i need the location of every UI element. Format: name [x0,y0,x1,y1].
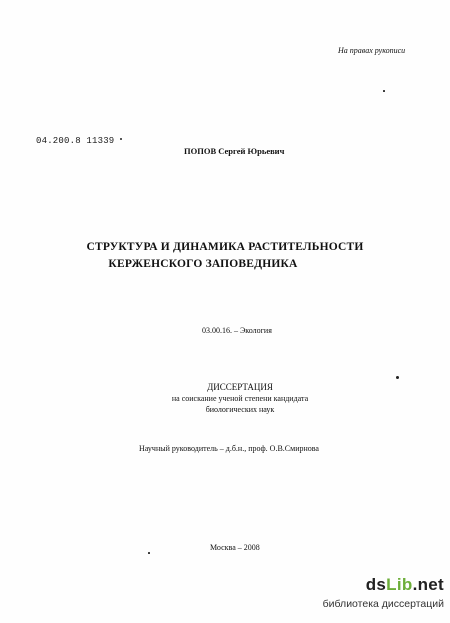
author-name: ПОПОВ Сергей Юрьевич [184,146,285,156]
dissertation-title [0,239,450,273]
archive-stamp: 04.200.8 11339 [36,136,115,146]
document-type: ДИССЕРТАЦИЯ [207,382,273,392]
scan-speck [148,552,150,554]
dslib-tagline: библиотека диссертаций [322,598,444,610]
scan-speck [396,376,399,379]
logo-part-ds: ds [365,575,387,594]
title-line-1: СТРУКТУРА И ДИНАМИКА РАСТИТЕЛЬНОСТИ [86,241,364,253]
degree-line-2: биологических наук [205,405,275,414]
dslib-logo [366,575,444,595]
scan-speck [120,138,122,140]
dslib-watermark [310,575,450,623]
logo-part-lib: Lib [386,575,413,594]
logo-part-net: .net [412,575,444,594]
dissertation-block [0,382,450,415]
scientific-advisor: Научный руководитель – д.б.н., проф. О.В.Смирнова [139,444,319,453]
rights-note: На правах рукописи [338,46,406,55]
city-year: Москва – 2008 [210,543,260,552]
degree-line-1: на соискание ученой степени кандидата [171,394,309,403]
title-line-2: КЕРЖЕНСКОГО ЗАПОВЕДНИКА [108,258,298,270]
specialty-code: 03.00.16. – Экология [202,326,272,335]
scan-speck [383,90,385,92]
